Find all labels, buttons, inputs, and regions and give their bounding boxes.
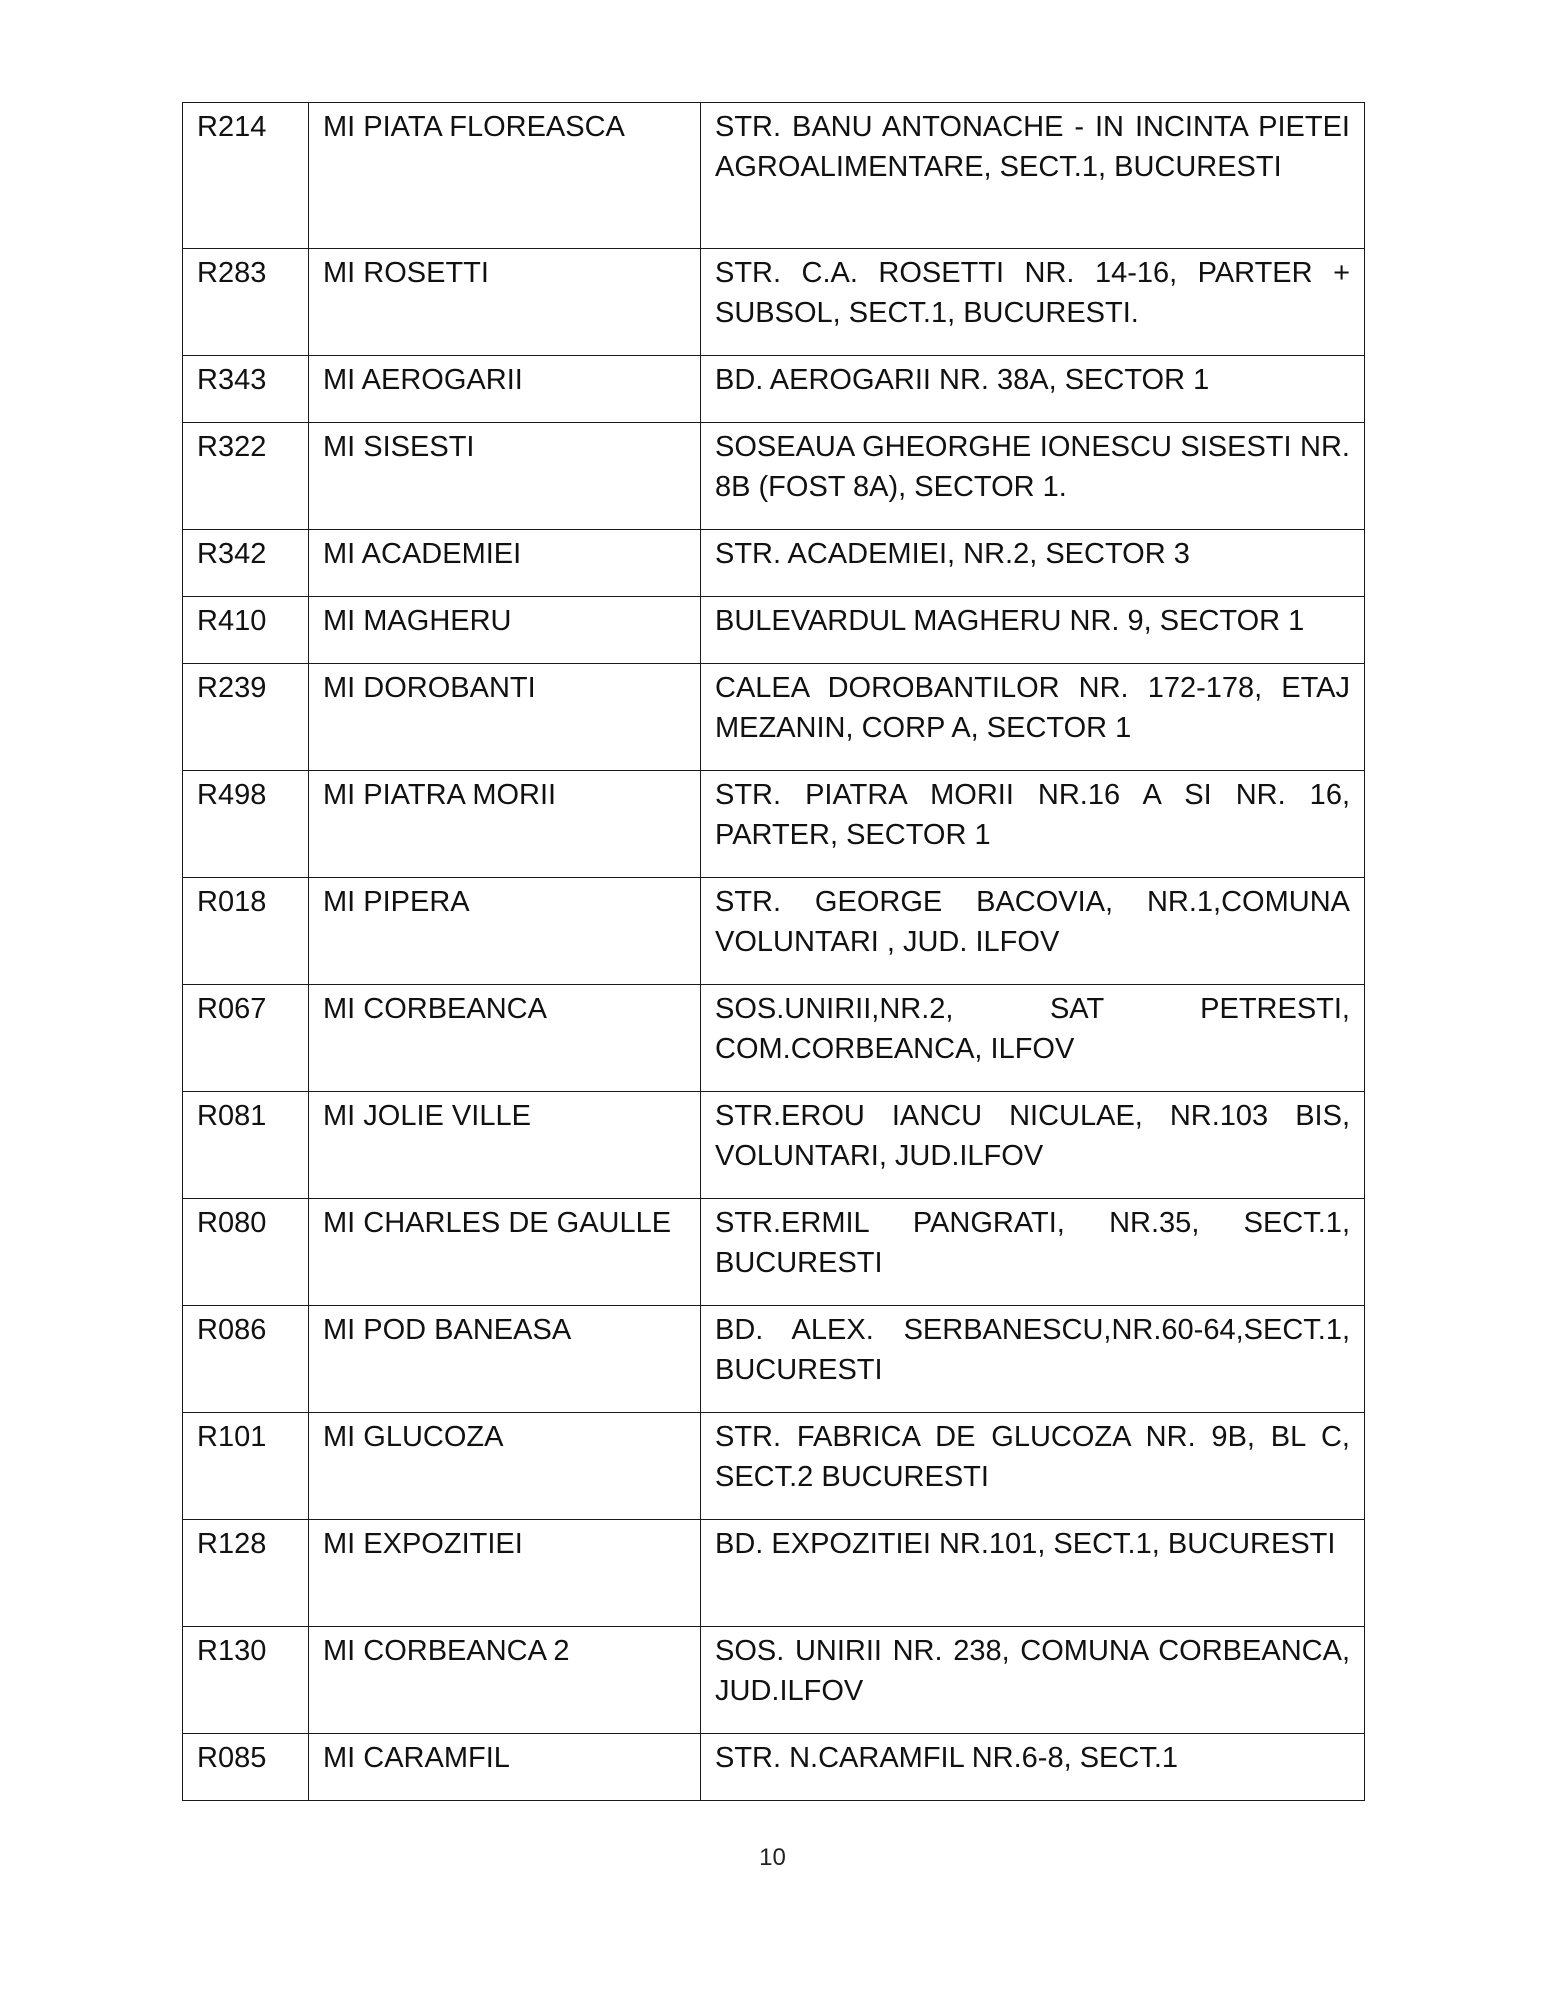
store-code: R239 xyxy=(183,664,309,771)
store-code: R018 xyxy=(183,878,309,985)
store-name: MI CHARLES DE GAULLE xyxy=(309,1199,701,1306)
table-row xyxy=(183,985,1365,1092)
store-address: STR. FABRICA DE GLUCOZA NR. 9B, BL C, SECT.2 BUCURESTI xyxy=(701,1413,1365,1520)
store-code: R214 xyxy=(183,103,309,249)
store-name: MI PIATRA MORII xyxy=(309,771,701,878)
table-row xyxy=(183,249,1365,356)
store-name: MI AEROGARII xyxy=(309,356,701,423)
store-address: STR.EROU IANCU NICULAE, NR.103 BIS, VOLUNTARI, JUD.ILFOV xyxy=(701,1092,1365,1199)
store-name: MI ROSETTI xyxy=(309,249,701,356)
table-row xyxy=(183,356,1365,423)
store-code: R283 xyxy=(183,249,309,356)
store-address: SOS. UNIRII NR. 238, COMUNA CORBEANCA, JUD.ILFOV xyxy=(701,1627,1365,1734)
store-address: STR. C.A. ROSETTI NR. 14-16, PARTER + SUBSOL, SECT.1, BUCURESTI. xyxy=(701,249,1365,356)
store-name: MI ACADEMIEI xyxy=(309,530,701,597)
store-address: BULEVARDUL MAGHERU NR. 9, SECTOR 1 xyxy=(701,597,1365,664)
store-code: R322 xyxy=(183,423,309,530)
store-address: STR. N.CARAMFIL NR.6-8, SECT.1 xyxy=(701,1734,1365,1801)
store-address: BD. EXPOZITIEI NR.101, SECT.1, BUCURESTI xyxy=(701,1520,1365,1627)
store-code: R342 xyxy=(183,530,309,597)
page-number: 10 xyxy=(759,1844,786,1871)
table-row xyxy=(183,771,1365,878)
store-code: R498 xyxy=(183,771,309,878)
store-code: R130 xyxy=(183,1627,309,1734)
store-code: R101 xyxy=(183,1413,309,1520)
table-row xyxy=(183,1199,1365,1306)
store-name: MI PIPERA xyxy=(309,878,701,985)
table-row xyxy=(183,1627,1365,1734)
store-code: R067 xyxy=(183,985,309,1092)
table-row xyxy=(183,530,1365,597)
store-table xyxy=(182,102,1365,1801)
store-address: BD. AEROGARII NR. 38A, SECTOR 1 xyxy=(701,356,1365,423)
store-code: R086 xyxy=(183,1306,309,1413)
store-code: R080 xyxy=(183,1199,309,1306)
store-address: CALEA DOROBANTILOR NR. 172-178, ETAJ MEZANIN, CORP A, SECTOR 1 xyxy=(701,664,1365,771)
store-address: STR. PIATRA MORII NR.16 A SI NR. 16, PARTER, SECTOR 1 xyxy=(701,771,1365,878)
store-code: R343 xyxy=(183,356,309,423)
store-name: MI POD BANEASA xyxy=(309,1306,701,1413)
store-name: MI CARAMFIL xyxy=(309,1734,701,1801)
table-row xyxy=(183,1306,1365,1413)
store-address: SOSEAUA GHEORGHE IONESCU SISESTI NR. 8B (FOST 8A), SECTOR 1. xyxy=(701,423,1365,530)
table-row xyxy=(183,103,1365,249)
table-row xyxy=(183,1734,1365,1801)
store-name: MI CORBEANCA 2 xyxy=(309,1627,701,1734)
store-address: SOS.UNIRII,NR.2, SAT PETRESTI, COM.CORBEANCA, ILFOV xyxy=(701,985,1365,1092)
store-address: STR.ERMIL PANGRATI, NR.35, SECT.1, BUCURESTI xyxy=(701,1199,1365,1306)
table-row xyxy=(183,1520,1365,1627)
store-code: R085 xyxy=(183,1734,309,1801)
store-name: MI PIATA FLOREASCA xyxy=(309,103,701,249)
store-address: STR. GEORGE BACOVIA, NR.1,COMUNA VOLUNTARI , JUD. ILFOV xyxy=(701,878,1365,985)
store-address: STR. ACADEMIEI, NR.2, SECTOR 3 xyxy=(701,530,1365,597)
store-address: BD. ALEX. SERBANESCU,NR.60-64,SECT.1, BUCURESTI xyxy=(701,1306,1365,1413)
store-name: MI CORBEANCA xyxy=(309,985,701,1092)
store-name: MI DOROBANTI xyxy=(309,664,701,771)
store-name: MI SISESTI xyxy=(309,423,701,530)
store-name: MI EXPOZITIEI xyxy=(309,1520,701,1627)
store-name: MI JOLIE VILLE xyxy=(309,1092,701,1199)
store-name: MI MAGHERU xyxy=(309,597,701,664)
store-address: STR. BANU ANTONACHE - IN INCINTA PIETEI AGROALIMENTARE, SECT.1, BUCURESTI xyxy=(701,103,1365,249)
table-row xyxy=(183,878,1365,985)
table-row xyxy=(183,423,1365,530)
table-row xyxy=(183,597,1365,664)
store-code: R081 xyxy=(183,1092,309,1199)
store-code: R128 xyxy=(183,1520,309,1627)
store-code: R410 xyxy=(183,597,309,664)
table-row xyxy=(183,1413,1365,1520)
table-row xyxy=(183,664,1365,771)
table-row xyxy=(183,1092,1365,1199)
store-name: MI GLUCOZA xyxy=(309,1413,701,1520)
